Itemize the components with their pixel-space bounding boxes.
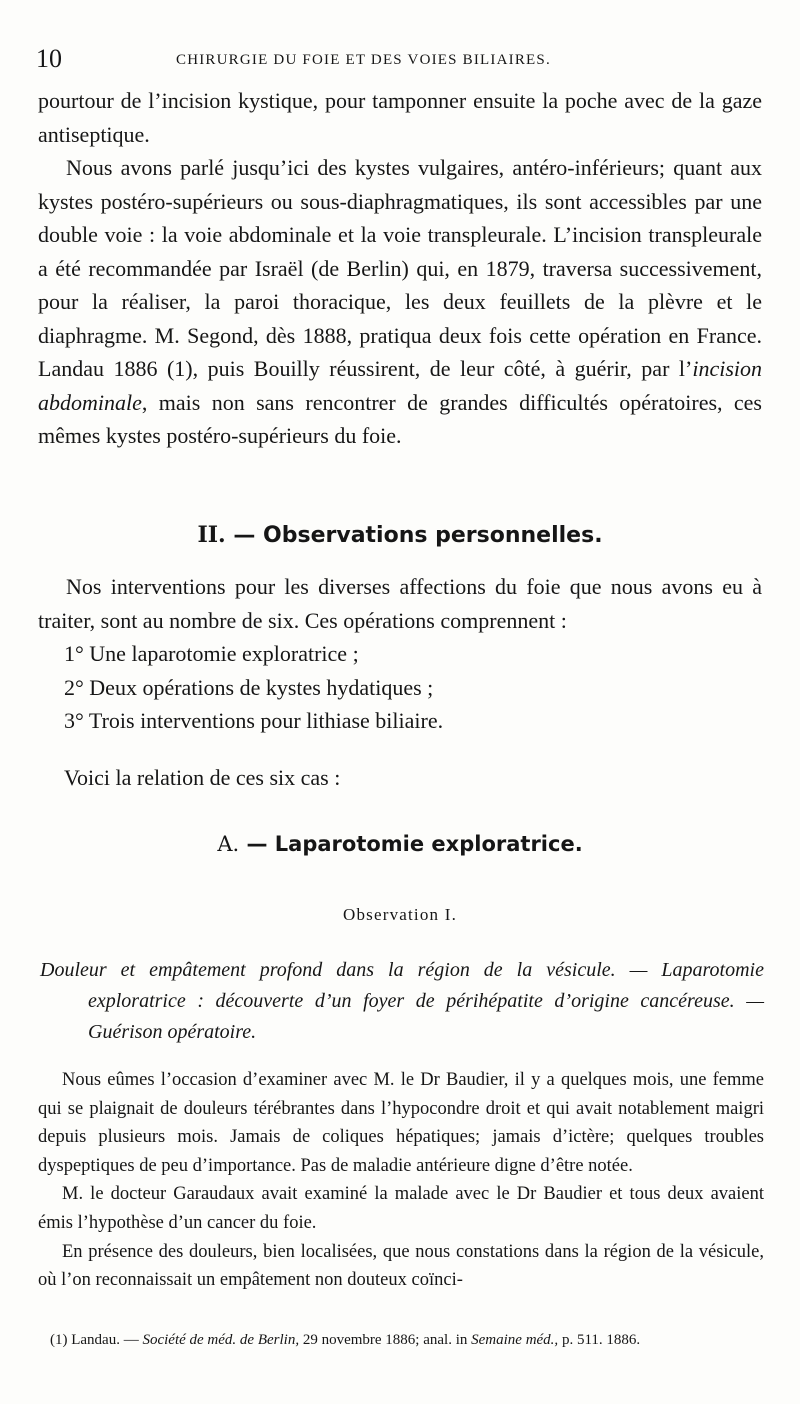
intro-paragraph-1: pourtour de l’incision kystique, pour tamponner ensuite la poche avec de la gaze antiseptique. xyxy=(38,88,762,147)
list-item: 3° Trois interventions pour lithiase biliaire. xyxy=(64,708,444,733)
running-head xyxy=(36,44,760,76)
running-title: CHIRURGIE DU FOIE ET DES VOIES BILIAIRES. xyxy=(176,52,551,68)
section-dash: — xyxy=(233,523,256,548)
footnote-date: 29 novembre 1886; anal. in xyxy=(302,1332,468,1348)
page-number: 10 xyxy=(36,44,62,73)
case-text xyxy=(38,1066,764,1295)
footnote-ref: (1) Landau. — xyxy=(50,1332,139,1348)
relation-sentence: Voici la relation de ces six cas : xyxy=(64,764,341,790)
intro-p2-italic: incision abdominale xyxy=(38,356,762,415)
section-heading-a xyxy=(0,832,800,856)
section-title: Observations personnelles. xyxy=(263,523,603,548)
observation-summary xyxy=(40,955,764,1048)
footnote-source: Semaine méd., xyxy=(471,1332,559,1348)
footnote-rest: p. 511. 1886. xyxy=(561,1332,641,1348)
footnote xyxy=(38,1328,764,1352)
intro-p2-text-a: Nous avons parlé jusqu’ici des kystes vulgaires, antéro-inférieurs; quant aux kystes postéro-supérieurs ou sous-diaphragmatiques, ils sont accessibles par une double voie : la voie abdominale et la voie transpleurale. L’incision transpleurale a été recommandée par Israël (de Berlin) qui, en 1879, traversa successivement, pour la réaliser, la paroi thoracique, les deux feuillets de la plèvre et le diaphragme. M. Segond, dès 1888, pratiqua deux fois cette opération en France. Landau 1886 (1), puis Bouilly réussirent, de leur côté, à guérir, par l’ xyxy=(38,155,762,381)
section-heading-2 xyxy=(0,522,800,548)
observation-title: Observation I. xyxy=(342,905,458,924)
interventions-intro: Nos interventions pour les diverses affections du foie que nous avons eu à traiter, sont au nombre de six. Ces opérations comprennent : xyxy=(38,574,762,633)
section-title: Laparotomie exploratrice. xyxy=(274,832,583,856)
list-item: 1° Une laparotomie exploratrice ; xyxy=(64,641,359,666)
footnote-text xyxy=(38,1328,764,1352)
intro-paragraph-2 xyxy=(38,151,762,453)
case-paragraph-2: M. le docteur Garaudaux avait examiné la malade avec le Dr Baudier et tous deux avaient émis l’hypothèse d’un cancer du foie. xyxy=(38,1184,764,1233)
case-paragraph-3: En présence des douleurs, bien localisées, que nous constations dans la région de la vésicule, où l’on reconnaissait un empâtement non douteux coïnci- xyxy=(38,1241,764,1291)
section-dash: — xyxy=(246,832,268,856)
interventions-text xyxy=(38,570,762,794)
footnote-journal: Société de méd. de Berlin, xyxy=(142,1332,300,1348)
case-paragraph-1: Nous eûmes l’occasion d’examiner avec M. le Dr Baudier, il y a quelques mois, une femme qui se plaignait de douleurs térébrantes dans l’hypocondre droit et qui avait notablement maigri depuis plusieurs mois. Jamais de coliques hépatiques; jamais d’ictère; quelques troubles dyspeptiques de peu d’importance. Pas de maladie antérieure digne d’être notée. xyxy=(38,1070,764,1176)
intro-p2-text-b: , mais non sans rencontrer de grandes difficultés opératoires, ces mêmes kystes postéro-supérieurs du foie. xyxy=(38,389,762,448)
observation-summary-text: Douleur et empâtement profond dans la région de la vésicule. — Laparotomie exploratrice : découverte d’un foyer de périhépatite d’origine cancéreuse. — Guérison opératoire. xyxy=(40,959,764,1043)
section-numeral: II. xyxy=(197,522,226,548)
intro-text xyxy=(38,84,762,453)
section-letter: A. xyxy=(217,832,240,856)
list-item: 2° Deux opérations de kystes hydatiques ; xyxy=(64,674,434,700)
